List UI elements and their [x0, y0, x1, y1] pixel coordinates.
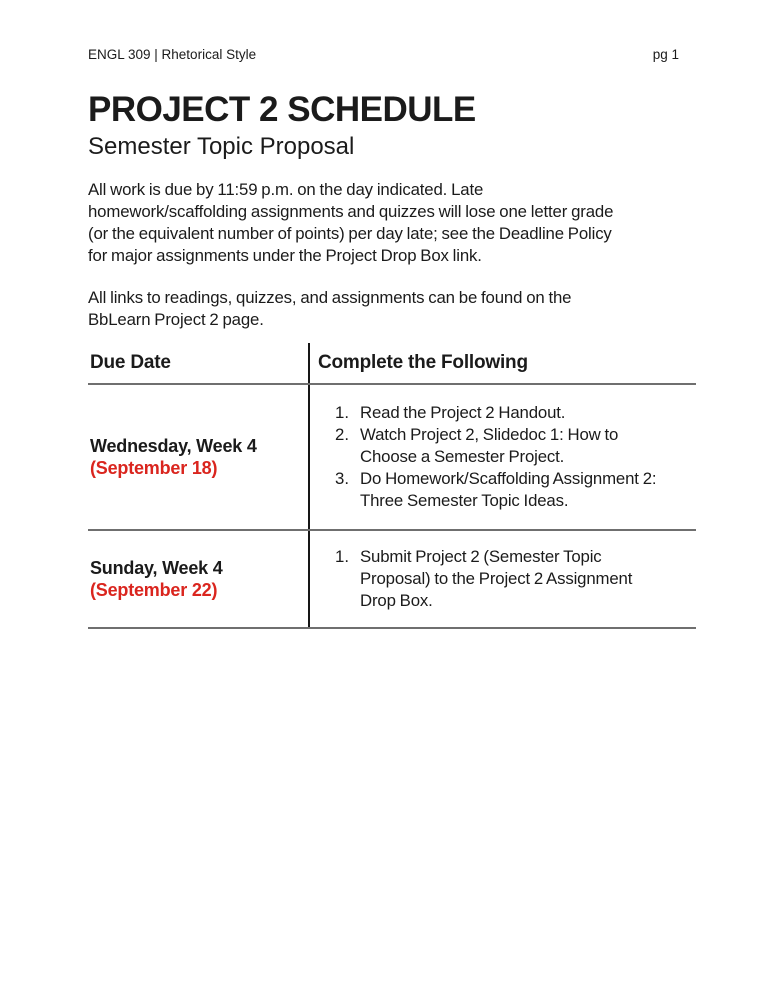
task-item — [335, 402, 696, 424]
due-date: (September 18) — [90, 458, 218, 478]
task-line: Proposal) to the Project 2 Assignment — [360, 569, 633, 588]
tasks-cell — [309, 530, 696, 628]
due-date-cell — [88, 530, 309, 628]
schedule-table — [88, 343, 696, 629]
task-line: Choose a Semester Project. — [360, 447, 565, 466]
task-item — [335, 468, 696, 512]
task-number: 2. — [335, 425, 349, 444]
task-number: 1. — [335, 547, 349, 566]
intro-paragraph-1 — [88, 179, 696, 267]
paragraph-line: BbLearn Project 2 page. — [88, 310, 264, 329]
paragraph-line: for major assignments under the Project Drop Box link. — [88, 246, 482, 265]
due-day: Wednesday, Week 4 — [90, 436, 257, 456]
page-subtitle: Semester Topic Proposal — [88, 133, 355, 160]
task-line: Submit Project 2 (Semester Topic — [360, 547, 602, 566]
course-label: ENGL 309 | Rhetorical Style — [88, 47, 257, 62]
task-item — [335, 424, 696, 468]
task-number: 1. — [335, 403, 349, 422]
page-number: pg 1 — [652, 47, 679, 62]
task-line: Watch Project 2, Slidedoc 1: How to — [360, 425, 619, 444]
paragraph-line: All work is due by 11:59 p.m. on the day indicated. Late — [88, 180, 484, 199]
task-line: Drop Box. — [360, 591, 433, 610]
complete-column-header: Complete the Following — [309, 343, 696, 384]
due-date: (September 22) — [90, 580, 218, 600]
due-day: Sunday, Week 4 — [90, 558, 223, 578]
schedule-header-row — [88, 343, 696, 384]
page-title: PROJECT 2 SCHEDULE — [88, 90, 476, 129]
paragraph-line: All links to readings, quizzes, and assignments can be found on the — [88, 288, 572, 307]
tasks-cell — [309, 384, 696, 530]
schedule-row-week4-sunday — [88, 530, 696, 628]
page-header — [88, 46, 696, 63]
paragraph-line: (or the equivalent number of points) per day late; see the Deadline Policy — [88, 224, 612, 243]
task-line: Three Semester Topic Ideas. — [360, 491, 569, 510]
paragraph-line: homework/scaffolding assignments and quizzes will lose one letter grade — [88, 202, 614, 221]
task-line: Read the Project 2 Handout. — [360, 403, 566, 422]
task-item — [335, 546, 696, 612]
task-number: 3. — [335, 469, 349, 488]
due-date-column-header: Due Date — [88, 343, 309, 384]
schedule-row-week4-wednesday — [88, 384, 696, 530]
intro-paragraph-2 — [88, 287, 696, 331]
due-date-cell — [88, 384, 309, 530]
task-line: Do Homework/Scaffolding Assignment 2: — [360, 469, 657, 488]
